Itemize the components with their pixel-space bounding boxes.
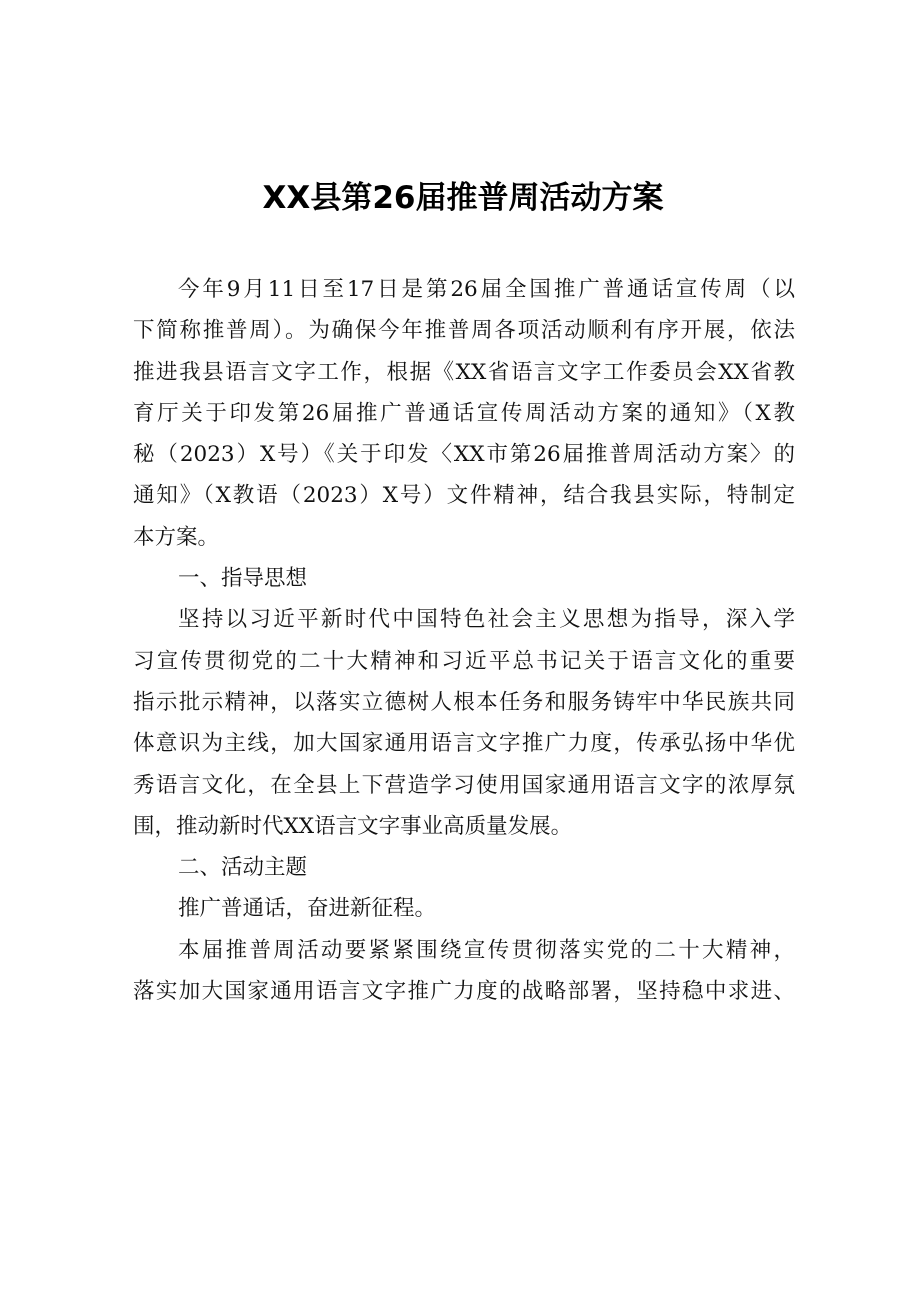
text-line: 通知》（X教语（2023）X号）文件精神，结合我县实际，特制定	[133, 483, 795, 509]
text-line: 坚持以习近平新时代中国特色社会主义思想为指导，深入学	[178, 607, 795, 633]
text-line: 秘（2023）X号）《关于印发〈XX市第26届推普周活动方案〉的	[133, 442, 795, 468]
text-line: 育厅关于印发第26届推广普通话宣传周活动方案的通知》（X教	[133, 400, 795, 426]
text-line: 今年9月11日至17日是第26届全国推广普通话宣传周（以	[178, 277, 795, 302]
text-line: 推进我县语言文字工作，根据《XX省语言文字工作委员会XX省教	[133, 359, 795, 385]
text-line: 推广普通话，奋进新征程。	[178, 896, 437, 922]
text-line: 下简称推普周）。为确保今年推普周各项活动顺利有序开展，依法	[133, 318, 795, 344]
section-heading: 二、活动主题	[178, 855, 308, 881]
text-line: 本方案。	[133, 524, 220, 550]
text-line: 秀语言文化，在全县上下营造学习使用国家通用语言文字的浓厚氛	[133, 772, 795, 798]
text-line: 体意识为主线，加大国家通用语言文字推广力度，传承弘扬中华优	[133, 731, 795, 757]
text-line: 本届推普周活动要紧紧围绕宣传贯彻落实党的二十大精神，	[178, 937, 795, 963]
document-body	[133, 269, 795, 1012]
text-line: 围，推动新时代XX语言文字事业高质量发展。	[133, 813, 573, 839]
text-line: 指示批示精神，以落实立德树人根本任务和服务铸牢中华民族共同	[133, 689, 795, 715]
document-title: XX县第26届推普周活动方案	[262, 180, 664, 216]
section-heading: 一、指导思想	[178, 566, 308, 592]
text-line: 习宣传贯彻党的二十大精神和习近平总书记关于语言文化的重要	[133, 648, 795, 674]
text-line: 落实加大国家通用语言文字推广力度的战略部署，坚持稳中求进、	[133, 979, 795, 1005]
